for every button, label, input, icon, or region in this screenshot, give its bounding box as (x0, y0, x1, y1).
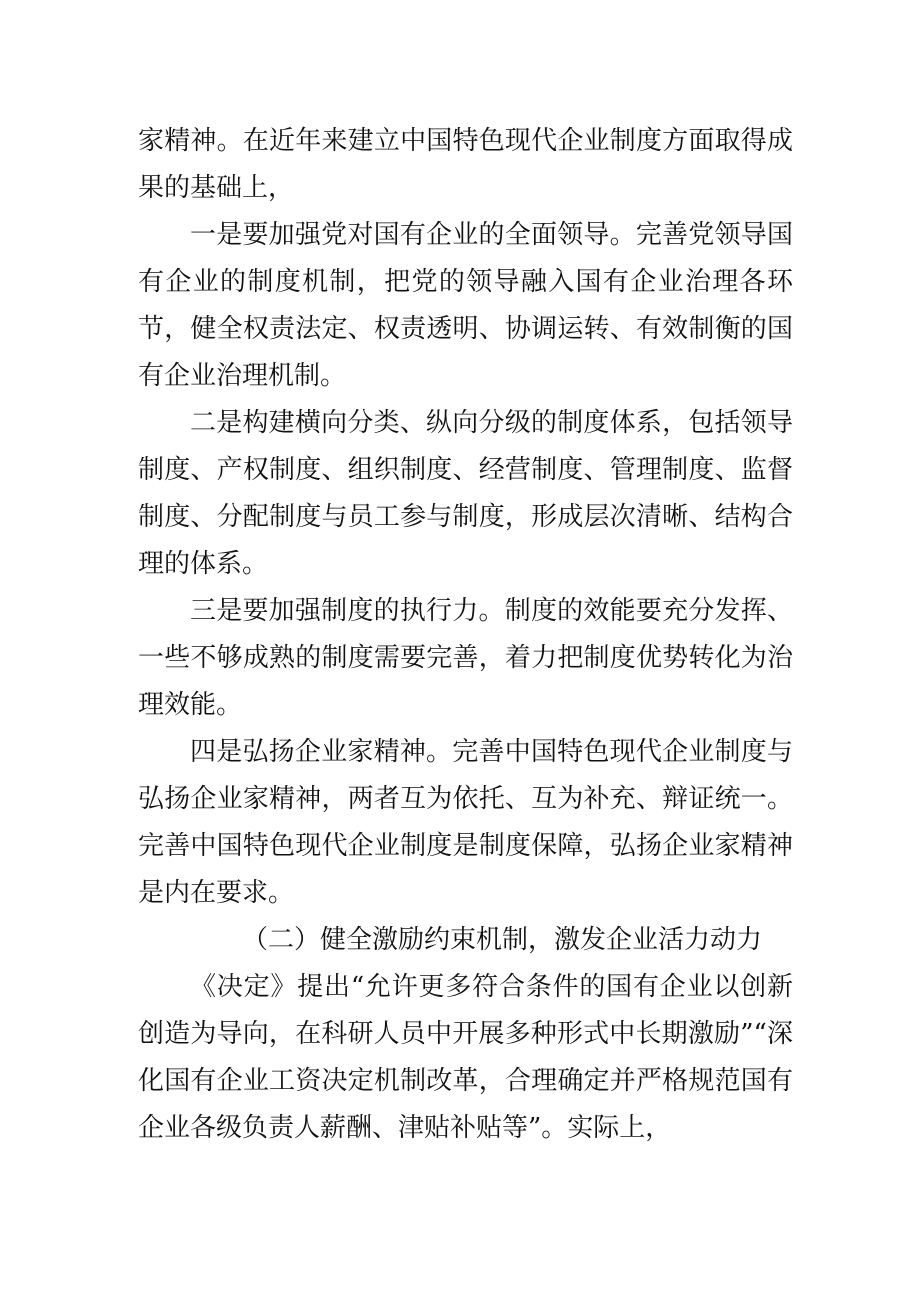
paragraph-decision-quote: 《决定》提出“允许更多符合条件的国有企业以创新创造为导向，在科研人员中开展多种形式中长期激励”“深化国有企业工资决定机制改革，合理确定并严格规范国有企业各级负责人薪酬、津贴补贴等”。实际上， (138, 972, 793, 1143)
section-heading: （二）健全激励约束机制，激发企业活力动力 (242, 925, 763, 955)
paragraph-point-one: 一是要加强党对国有企业的全面领导。完善党领导国有企业的制度机制，把党的领导融入国有企业治理各环节，健全权责法定、权责透明、协调运转、有效制衡的国有企业治理机制。 (138, 220, 793, 391)
paragraph-point-two: 二是构建横向分类、纵向分级的制度体系，包括领导制度、产权制度、组织制度、经营制度、管理制度、监督制度、分配制度与员工参与制度，形成层次清晰、结构合理的体系。 (138, 408, 793, 579)
paragraph-continuation: 家精神。在近年来建立中国特色现代企业制度方面取得成果的基础上， (138, 126, 793, 203)
paragraph-point-four: 四是弘扬企业家精神。完善中国特色现代企业制度与弘扬企业家精神，两者互为依托、互为补充、辩证统一。完善中国特色现代企业制度是制度保障，弘扬企业家精神是内在要求。 (138, 737, 793, 908)
document-body (138, 118, 793, 1152)
paragraph-point-three: 三是要加强制度的执行力。制度的效能要充分发挥、一些不够成熟的制度需要完善，着力把制度优势转化为治理效能。 (138, 596, 793, 720)
